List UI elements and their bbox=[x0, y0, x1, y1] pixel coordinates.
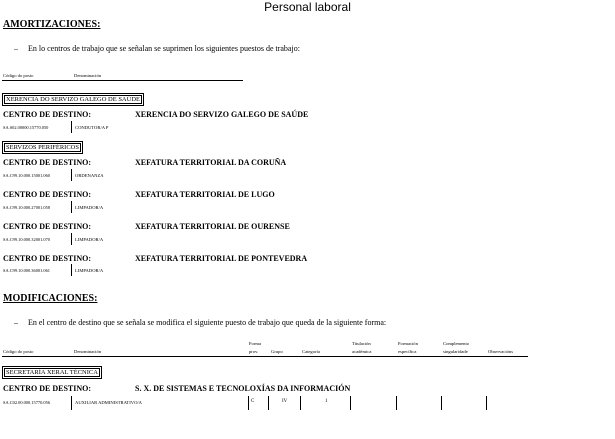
col-forma-header: Forma bbox=[249, 341, 261, 346]
posto-denominacion: ORDENANZA bbox=[75, 173, 104, 178]
centro-name: XEFATURA TERRITORIAL DE PONTEVEDRA bbox=[135, 254, 308, 263]
centro-label: CENTRO DE DESTINO: bbox=[3, 158, 92, 167]
posto-denominacion: LIMPADOR/A bbox=[75, 205, 104, 210]
forma-value: C bbox=[251, 399, 255, 404]
col-complemento-header-2: singularidade bbox=[443, 349, 468, 354]
col-categoria-header: Categoría bbox=[302, 349, 320, 354]
col-formacion-header-2: específica bbox=[398, 349, 417, 354]
amortizaciones-heading: AMORTIZACIONES: bbox=[3, 19, 101, 30]
centro-name: S. X. DE SISTEMAS E TECNOLOXÍAS DA INFORMACIÓN bbox=[135, 384, 351, 393]
column-divider bbox=[441, 396, 442, 410]
column-divider bbox=[71, 169, 72, 181]
column-divider bbox=[71, 201, 72, 213]
column-divider bbox=[396, 396, 397, 410]
col-codigo-header: Código do posto bbox=[3, 349, 34, 354]
col-titulacion-header-2: académica bbox=[352, 349, 372, 354]
section-box-servizos-perifericos: SERVIZOS PERIFÉRICOS bbox=[2, 141, 83, 154]
posto-denominacion: CONDUTOR/A P bbox=[75, 125, 109, 130]
centro-label: CENTRO DE DESTINO: bbox=[3, 110, 92, 119]
column-divider bbox=[268, 396, 269, 410]
bullet-dash: – bbox=[14, 44, 18, 53]
col-codigo-header: Código do posto bbox=[3, 73, 34, 78]
posto-denominacion: LIMPADOR/A bbox=[75, 268, 104, 273]
bullet-dash: – bbox=[14, 318, 18, 327]
centro-name: XEFATURA TERRITORIAL DE OURENSE bbox=[135, 222, 290, 231]
modificaciones-bullet bbox=[14, 318, 386, 327]
col-denominacion-header: Denominación bbox=[74, 349, 102, 354]
column-divider bbox=[350, 396, 351, 410]
posto-code: SA.C99.10.000.27001.058 bbox=[3, 205, 50, 210]
col-titulacion-header: Titulación bbox=[352, 341, 371, 346]
centro-name: XEFATURA TERRITORIAL DA CORUÑA bbox=[135, 158, 287, 167]
modificaciones-bullet-text: En el centro de destino que se señala se modifica el siguiente puesto de trabajo que queda de la siguiente forma: bbox=[28, 318, 387, 327]
column-divider bbox=[71, 121, 72, 133]
page-title: Personal laboral bbox=[264, 0, 351, 14]
col-complemento-header: Complemento bbox=[443, 341, 470, 346]
grupo-value: IV bbox=[282, 399, 288, 404]
col-observacions-header: Observacións bbox=[488, 349, 514, 354]
posto-code: SA.C99.10.000.32001.070 bbox=[3, 237, 50, 242]
column-divider bbox=[486, 396, 487, 410]
posto-code: SA.C02.00.000.15770.056 bbox=[3, 400, 50, 405]
centro-name: XEFATURA TERRITORIAL DE LUGO bbox=[135, 190, 275, 199]
centro-label: CENTRO DE DESTINO: bbox=[3, 190, 92, 199]
column-divider bbox=[71, 264, 72, 276]
centro-label: CENTRO DE DESTINO: bbox=[3, 384, 92, 393]
posto-denominacion: AUXILIAR ADMINISTRATIVO/A bbox=[75, 400, 142, 405]
col-grupo-header: Grupo bbox=[271, 349, 283, 354]
categoria-value: 1 bbox=[325, 399, 328, 404]
amortizaciones-bullet-text: En lo centros de trabajo que se señalan se suprimen los siguientes puestos de trabajo: bbox=[28, 44, 300, 53]
header-rule bbox=[2, 356, 528, 357]
posto-denominacion: LIMPADOR/A bbox=[75, 237, 104, 242]
column-divider bbox=[71, 233, 72, 245]
centro-name: XERENCIA DO SERVIZO GALEGO DE SAÚDE bbox=[135, 110, 309, 119]
column-divider bbox=[71, 396, 72, 410]
column-divider bbox=[248, 396, 249, 410]
posto-code: SA.C99.10.000.36001.061 bbox=[3, 268, 50, 273]
posto-code: SA.S02.00000.15770.050 bbox=[3, 125, 49, 130]
col-forma-header-2: prov. bbox=[249, 349, 259, 354]
centro-label: CENTRO DE DESTINO: bbox=[3, 222, 92, 231]
header-rule bbox=[2, 80, 243, 81]
amortizaciones-bullet bbox=[14, 44, 300, 53]
posto-code: SA.C99.10.000.15001.060 bbox=[3, 173, 50, 178]
centro-label: CENTRO DE DESTINO: bbox=[3, 254, 92, 263]
section-box-secretaria: SECRETARÍA XERAL TÉCNICA bbox=[2, 366, 102, 379]
modificaciones-heading: MODIFICACIONES: bbox=[3, 293, 98, 304]
col-denominacion-header: Denominación bbox=[74, 73, 102, 78]
column-divider bbox=[300, 396, 301, 410]
section-box-xerencia: XERENCIA DO SERVIZO GALEGO DE SAÚDE bbox=[2, 93, 144, 106]
col-formacion-header: Formación bbox=[398, 341, 418, 346]
